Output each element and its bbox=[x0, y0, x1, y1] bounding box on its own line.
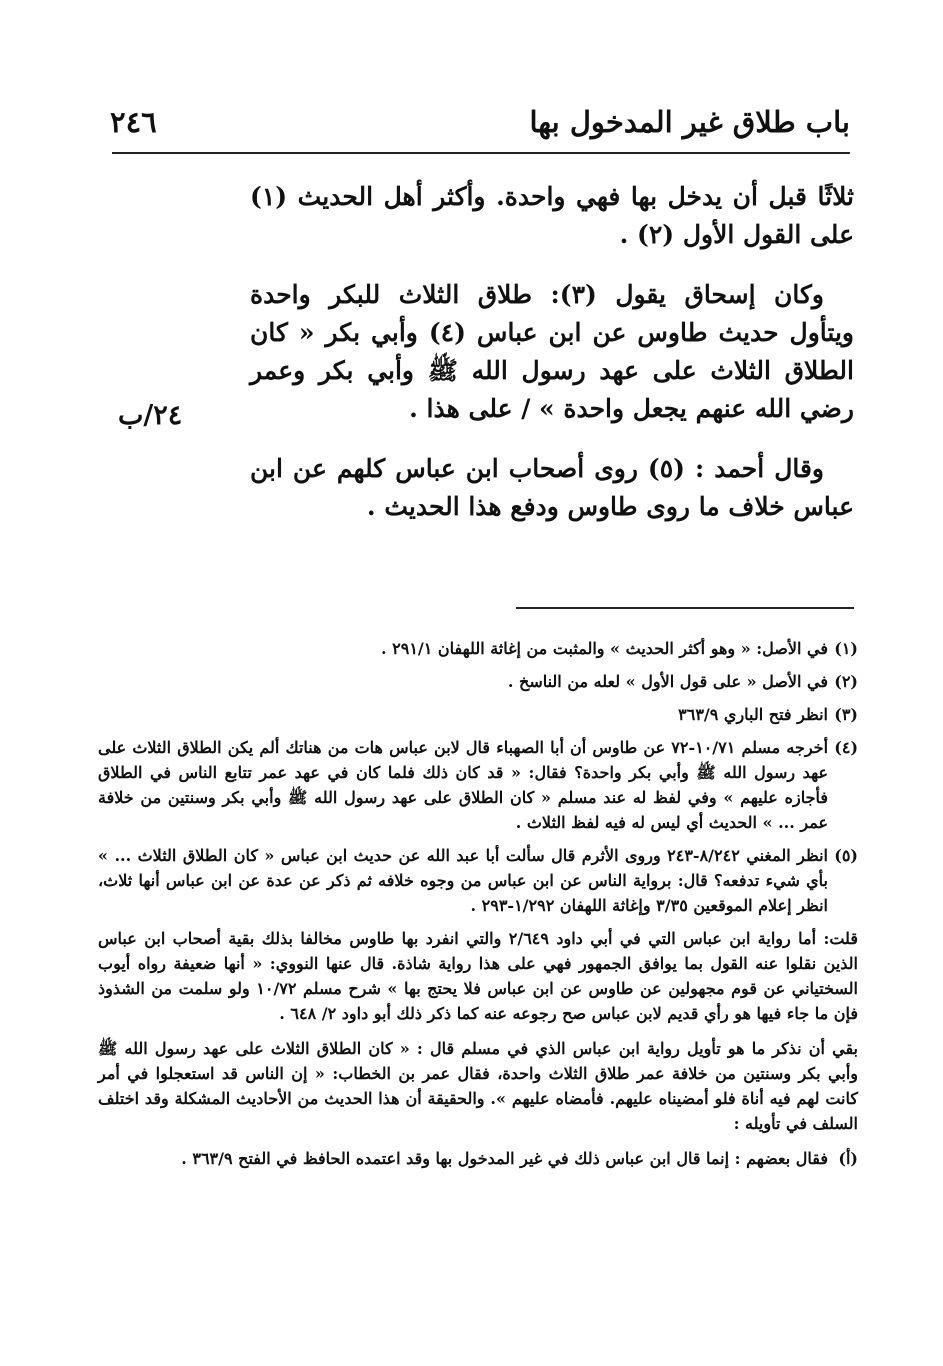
footnote-text: انظر فتح الباري ٣٦٣/٩ bbox=[678, 705, 828, 724]
footnote-3 bbox=[98, 702, 858, 727]
paragraph-3: وقال أحمد : (٥) روى أصحاب ابن عباس كلهم عن ابن عباس خلاف ما روى طاوس ودفع هذا الحديث . bbox=[250, 454, 854, 521]
footnote-separator bbox=[516, 607, 854, 609]
footnote-commentary-2: بقي أن نذكر ما هو تأويل رواية ابن عباس الذي في مسلم قال : « كان الطلاق الثلاث على عهد رسول الله ﷺ وأبي بكر وسنتين من خلافة عمر طلاق الثلاث واحدة، فقال عمر بن الخطاب: « إن الناس قد استعجلوا في أمر كانت لهم فيه أناة فلو أمضيناه عليهم. فأمضاه عليهم ». والحقيقة أن هذا الحديث من الأحاديث المشكلة وقد اختلف السلف في تأويله : bbox=[98, 1039, 858, 1133]
footnote-item-letter: (أ) bbox=[838, 1149, 858, 1168]
paragraph-1: ثلاثًا قبل أن يدخل بها فهي واحدة. وأكثر أهل الحديث (١) على القول الأول (٢) . bbox=[250, 182, 854, 249]
footnotes bbox=[98, 636, 858, 1179]
footnote-number: (٢) bbox=[834, 672, 858, 691]
main-text bbox=[250, 178, 854, 548]
footnote-number: (٣) bbox=[834, 705, 858, 724]
header-rule bbox=[112, 152, 850, 154]
footnote-4 bbox=[98, 735, 858, 835]
chapter-title: باب طلاق غير المدخول بها bbox=[529, 105, 850, 139]
footnote-2 bbox=[98, 669, 858, 694]
footnote-text: انظر المغني ٨/٢٤٢-٢٤٣ وروى الأثرم قال سألت أبا عبد الله عن حديث ابن عباس « كان الطلاق الثلاث ... » بأي شيء تدفعه؟ قال: برواية الناس عن ابن عباس من وجوه خلافه ثم ذكر عن عدة عن ابن عباس أنها ثلاث، انظر إعلام الموقعين ٣/٣٥ وإغاثة اللهفان ١/٢٩٢-٢٩٣ . bbox=[98, 846, 828, 915]
footnote-number: (٤) bbox=[834, 738, 859, 757]
paragraph-2: وكان إسحاق يقول (٣): طلاق الثلاث للبكر واحدة ويتأول حديث طاوس عن ابن عباس (٤) وأبي بكر « كان الطلاق الثلاث على عهد رسول الله ﷺ وأبي بكر وعمر رضي الله عنهم يجعل واحدة » / على هذا . bbox=[250, 280, 854, 423]
footnote-text: في الأصل: « وهو أكثر الحديث » والمثبت من إغاثة اللهفان ٢٩١/١ . bbox=[381, 639, 828, 658]
footnote-1 bbox=[98, 636, 858, 661]
footnote-5 bbox=[98, 843, 858, 918]
footnote-text: أخرجه مسلم ١٠/٧١-٧٢ عن طاوس أن أبا الصهباء قال لابن عباس هات من هناتك ألم يكن الطلاق الثلاث على عهد رسول الله ﷺ وأبي بكر واحدة؟ فقال: « قد كان ذلك فلما كان في عهد عمر تتابع الناس في الطلاق فأجازه عليهم » وفي لفظ له عند مسلم « كان الطلاق على عهد رسول الله ﷺ وأبي بكر وسنتين من خلافة عمر ... » الحديث أي ليس له فيه لفظ الثلاث . bbox=[98, 738, 829, 832]
page-header bbox=[110, 100, 850, 150]
manuscript-folio-marker: ٢٤/ب bbox=[118, 400, 183, 431]
footnote-number: (١) bbox=[834, 639, 858, 658]
footnote-commentary-3 bbox=[98, 1146, 858, 1171]
footnote-text: فقال بعضهم : إنما قال ابن عباس ذلك في غير المدخول بها وقد اعتمده الحافظ في الفتح ٣٦٣/٩ . bbox=[181, 1149, 828, 1168]
footnote-text: في الأصل « على قول الأول » لعله من الناسخ . bbox=[507, 672, 828, 691]
footnote-number: (٥) bbox=[834, 846, 858, 865]
page-number: ٢٤٦ bbox=[110, 105, 157, 139]
footnote-commentary-1: قلت: أما رواية ابن عباس التي في أبي داود ٢/٦٤٩ والتي انفرد بها طاوس مخالفا بذلك بقية أصحاب ابن عباس الذين نقلوا عنه القول بما يوافق الجمهور فهي على هذا رواية شاذة. قال عنها النووي: « أنها ضعيفة رواه أيوب السختياني عن قوم مجهولين عن طاوس عن ابن عباس فلا يحتج بها » شرح مسلم ١٠/٧٢ ولو سلمت من الشذوذ فإن ما جاء فيها هو رأي قديم لابن عباس صح رجوعه عنه كما ذكر ذلك أبو داود ٢/ ٦٤٨ . bbox=[98, 929, 859, 1023]
